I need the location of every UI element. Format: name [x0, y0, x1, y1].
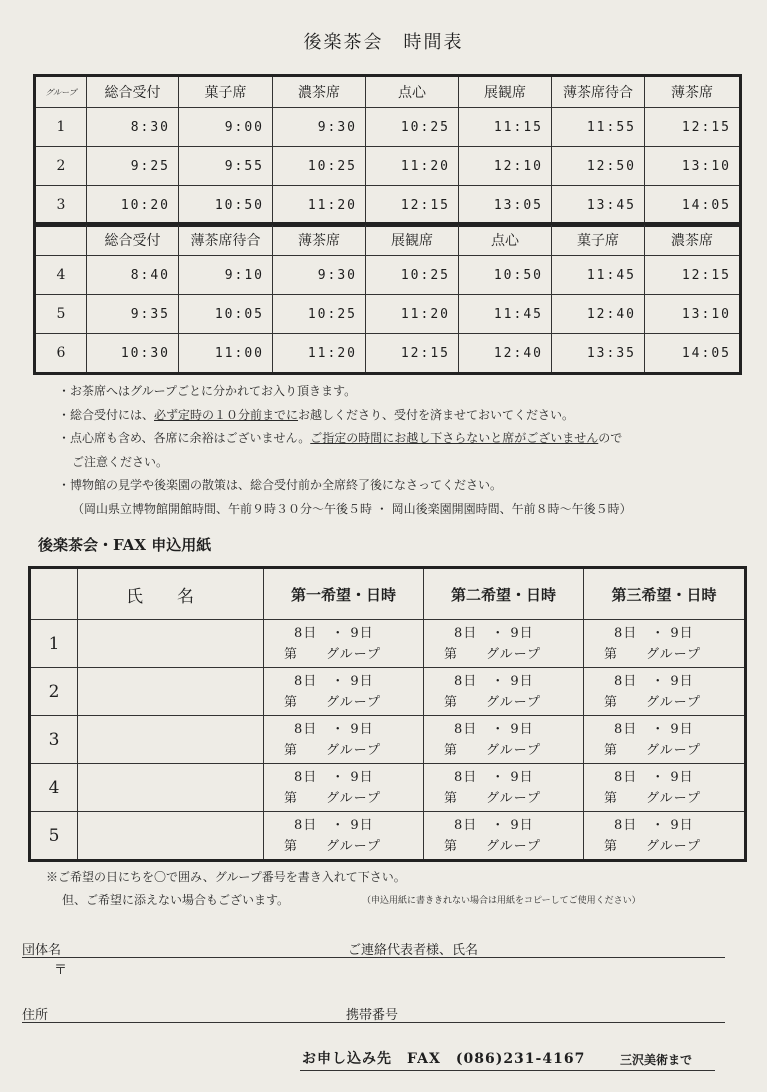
date-options: 8日 ・ 9日 [454, 769, 534, 785]
table-row [35, 295, 741, 334]
note-line: （岡山県立博物館開館時間、午前９時３０分～午後５時 ・ 岡山後楽園開園時間、午前８時～午後５時） [72, 501, 632, 516]
name-column-header: 氏 名 [78, 568, 264, 620]
row-number: 1 [30, 620, 78, 668]
time-cell: 9:30 [273, 256, 366, 295]
group-column-header: グループ [35, 76, 87, 108]
choice-column-header: 第一希望・日時 [264, 568, 424, 620]
time-cell: 14:05 [645, 334, 741, 374]
table-row [35, 334, 741, 374]
note-line: ご注意ください。 [72, 454, 169, 469]
mobile-label: 携帯番号 [346, 1008, 399, 1023]
date-options: 8日 ・ 9日 [614, 625, 694, 641]
contact-destination: 三沢美術まで [620, 1053, 693, 1067]
second-choice-field[interactable] [424, 764, 584, 812]
time-cell: 10:25 [273, 147, 366, 186]
time-cell: 14:05 [645, 186, 741, 226]
date-options: 8日 ・ 9日 [454, 817, 534, 833]
column-header: 薄茶席待合 [552, 76, 645, 108]
name-field[interactable] [78, 716, 264, 764]
time-cell: 12:50 [552, 147, 645, 186]
note-line: ・博物館の見学や後楽園の散策は、総合受付前か全席終了後になさってください。 [58, 478, 503, 492]
column-header: 薄茶席 [273, 224, 366, 256]
application-form [28, 566, 747, 862]
group-number-label: 第 グループ [444, 742, 541, 758]
time-cell: 10:30 [87, 334, 179, 374]
fax-contact: お申し込み先 FAX (086)231-4167 [302, 1051, 586, 1067]
address-field[interactable] [22, 1022, 725, 1023]
time-cell: 9:25 [87, 147, 179, 186]
time-cell: 11:00 [179, 334, 273, 374]
column-header: 濃茶席 [645, 224, 741, 256]
table-row [30, 716, 746, 764]
name-field[interactable] [78, 764, 264, 812]
row-number: 3 [30, 716, 78, 764]
note-text: お越しくださり、受付を済ませておいてください。 [298, 407, 575, 422]
table-row [30, 812, 746, 861]
group-number-label: 第 グループ [284, 742, 381, 758]
second-choice-field[interactable] [424, 668, 584, 716]
column-header: 点心 [459, 224, 552, 256]
form-title: 後楽茶会・FAX 申込用紙 [38, 536, 212, 554]
time-cell: 12:15 [366, 186, 459, 226]
group-number-label: 第 グループ [604, 838, 701, 854]
first-choice-field[interactable] [264, 668, 424, 716]
column-header: 展観席 [366, 224, 459, 256]
time-cell: 10:50 [179, 186, 273, 226]
third-choice-field[interactable] [584, 668, 746, 716]
table-row [35, 147, 741, 186]
note-text: ・総合受付には、 [58, 407, 155, 422]
schedule-header-row [35, 76, 741, 108]
time-cell: 11:55 [552, 108, 645, 147]
date-options: 8日 ・ 9日 [294, 817, 374, 833]
time-cell: 12:15 [366, 334, 459, 374]
address-label: 住所 [22, 1008, 49, 1023]
schedule-table-2 [33, 222, 742, 375]
group-number-label: 第 グループ [284, 694, 381, 710]
note-line [58, 404, 632, 428]
note-line [58, 427, 632, 451]
page-title: 後楽茶会 時間表 [303, 32, 464, 53]
time-cell: 11:20 [273, 186, 366, 226]
group-number-label: 第 グループ [444, 694, 541, 710]
date-options: 8日 ・ 9日 [294, 721, 374, 737]
time-cell: 11:20 [366, 147, 459, 186]
column-header: 点心 [366, 76, 459, 108]
time-cell: 10:25 [273, 295, 366, 334]
form-header-row [30, 568, 746, 620]
time-cell: 9:10 [179, 256, 273, 295]
date-options: 8日 ・ 9日 [454, 673, 534, 689]
group-name-label: 団体名 [22, 943, 62, 958]
table-row [30, 764, 746, 812]
date-options: 8日 ・ 9日 [614, 817, 694, 833]
group-number-label: 第 グループ [604, 742, 701, 758]
group-number-label: 第 グループ [604, 790, 701, 806]
time-cell: 8:40 [87, 256, 179, 295]
column-header: 総合受付 [87, 224, 179, 256]
note-emphasis: 必ず定時の１０分前までに [154, 407, 299, 422]
time-cell: 11:15 [459, 108, 552, 147]
table-row [35, 108, 741, 147]
first-choice-field[interactable] [264, 716, 424, 764]
time-cell: 10:25 [366, 108, 459, 147]
contact-underline [300, 1070, 715, 1071]
choice-column-header: 第三希望・日時 [584, 568, 746, 620]
date-options: 8日 ・ 9日 [614, 721, 694, 737]
column-header: 菓子席 [552, 224, 645, 256]
date-options: 8日 ・ 9日 [454, 721, 534, 737]
note-text: ので [598, 431, 623, 445]
group-number: 6 [35, 334, 87, 374]
third-choice-field[interactable] [584, 716, 746, 764]
time-cell: 13:35 [552, 334, 645, 374]
table-row [30, 668, 746, 716]
time-cell: 11:20 [273, 334, 366, 374]
note-emphasis: ご指定の時間にお越し下さらないと席がございません [310, 431, 599, 445]
column-header: 展観席 [459, 76, 552, 108]
time-cell: 12:40 [459, 334, 552, 374]
time-cell: 9:35 [87, 295, 179, 334]
note-text: ・点心席も含め、各席に余裕はございません。 [58, 431, 311, 445]
group-number-label: 第 グループ [444, 646, 541, 662]
time-cell: 12:40 [552, 295, 645, 334]
date-options: 8日 ・ 9日 [614, 769, 694, 785]
group-number-label: 第 グループ [444, 790, 541, 806]
date-options: 8日 ・ 9日 [294, 625, 374, 641]
column-header: 薄茶席待合 [179, 224, 273, 256]
group-name-field[interactable] [22, 957, 725, 958]
group-number: 2 [35, 147, 87, 186]
group-number: 3 [35, 186, 87, 226]
group-number: 4 [35, 256, 87, 295]
group-number-label: 第 グループ [284, 838, 381, 854]
number-column-header [30, 568, 78, 620]
row-number: 5 [30, 812, 78, 861]
group-number-label: 第 グループ [444, 838, 541, 854]
date-options: 8日 ・ 9日 [294, 673, 374, 689]
third-choice-field[interactable] [584, 812, 746, 861]
table-row [30, 620, 746, 668]
time-cell: 10:25 [366, 256, 459, 295]
time-cell: 12:15 [645, 108, 741, 147]
schedule-header-row [35, 224, 741, 256]
time-cell: 10:50 [459, 256, 552, 295]
second-choice-field[interactable] [424, 620, 584, 668]
time-cell: 8:30 [87, 108, 179, 147]
choice-column-header: 第二希望・日時 [424, 568, 584, 620]
table-row [35, 186, 741, 226]
name-field[interactable] [78, 812, 264, 861]
time-cell: 12:10 [459, 147, 552, 186]
time-cell: 13:45 [552, 186, 645, 226]
first-choice-field[interactable] [264, 812, 424, 861]
time-cell: 12:15 [645, 256, 741, 295]
note-line: ・お茶席へはグループごとに分かれてお入り頂きます。 [58, 384, 357, 398]
first-choice-field[interactable] [264, 764, 424, 812]
time-cell: 13:10 [645, 295, 741, 334]
column-header: 濃茶席 [273, 76, 366, 108]
time-cell: 10:20 [87, 186, 179, 226]
footnote-instruction: ※ご希望の日にちを〇で囲み、グループ番号を書き入れて下さい。 [46, 870, 406, 884]
footnote-copy-note: （申込用紙に書ききれない場合は用紙をコピーしてご使用ください） [362, 896, 641, 906]
column-header: 菓子席 [179, 76, 273, 108]
table-row [35, 256, 741, 295]
third-choice-field[interactable] [584, 620, 746, 668]
second-choice-field[interactable] [424, 812, 584, 861]
time-cell: 9:30 [273, 108, 366, 147]
group-column-header [35, 224, 87, 256]
time-cell: 9:55 [179, 147, 273, 186]
group-number: 1 [35, 108, 87, 147]
group-number: 5 [35, 295, 87, 334]
footnote-disclaimer: 但、ご希望に添えない場合もございます。 [62, 893, 290, 907]
column-header: 総合受付 [87, 76, 179, 108]
group-number-label: 第 グループ [604, 646, 701, 662]
row-number: 2 [30, 668, 78, 716]
postal-mark: 〒 [54, 963, 68, 978]
time-cell: 9:00 [179, 108, 273, 147]
time-cell: 13:10 [645, 147, 741, 186]
group-number-label: 第 グループ [284, 646, 381, 662]
second-choice-field[interactable] [424, 716, 584, 764]
time-cell: 11:20 [366, 295, 459, 334]
date-options: 8日 ・ 9日 [614, 673, 694, 689]
group-number-label: 第 グループ [284, 790, 381, 806]
row-number: 4 [30, 764, 78, 812]
group-number-label: 第 グループ [604, 694, 701, 710]
date-options: 8日 ・ 9日 [294, 769, 374, 785]
representative-label: ご連絡代表者様、氏名 [348, 943, 479, 958]
date-options: 8日 ・ 9日 [454, 625, 534, 641]
third-choice-field[interactable] [584, 764, 746, 812]
time-cell: 10:05 [179, 295, 273, 334]
name-field[interactable] [78, 620, 264, 668]
time-cell: 11:45 [552, 256, 645, 295]
column-header: 薄茶席 [645, 76, 741, 108]
time-cell: 13:05 [459, 186, 552, 226]
name-field[interactable] [78, 668, 264, 716]
notes [58, 380, 632, 521]
first-choice-field[interactable] [264, 620, 424, 668]
time-cell: 11:45 [459, 295, 552, 334]
schedule-table-1 [33, 74, 742, 227]
